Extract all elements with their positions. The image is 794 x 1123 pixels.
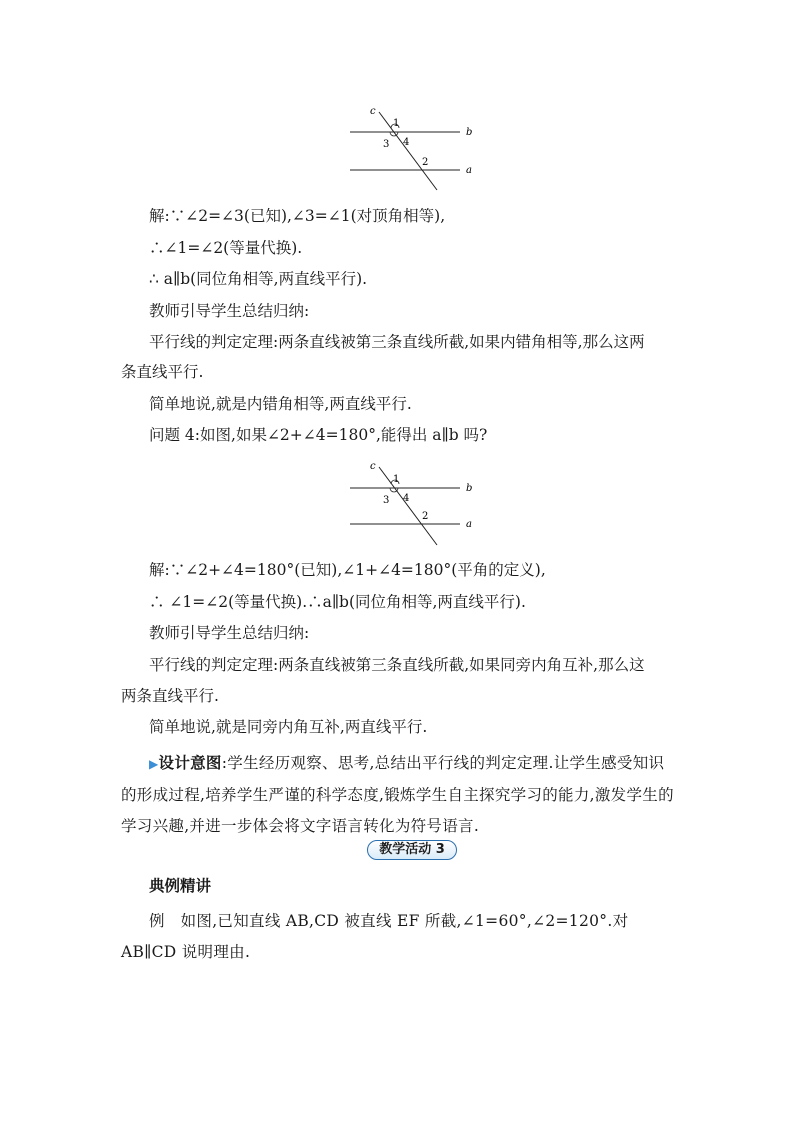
summary-intro: 教师引导学生总结归纳: [149, 302, 310, 320]
parallel-lines-figure-2 [345, 459, 480, 549]
theorem2-line-1: 平行线的判定定理:两条直线被第三条直线所截,如果同旁内角互补,那么这 [149, 656, 645, 674]
svg-text:3: 3 [383, 139, 390, 150]
svg-text:b: b [466, 127, 473, 138]
svg-text:a: a [466, 519, 472, 530]
svg-text:3: 3 [383, 495, 390, 506]
solution-line-3: ∴ a∥b(同位角相等,两直线平行). [149, 270, 368, 288]
svg-text:a: a [466, 165, 472, 176]
design-intent-paragraph [121, 748, 677, 842]
svg-text:1: 1 [393, 118, 400, 129]
theorem-line-2: 条直线平行. [121, 363, 204, 381]
svg-text:4: 4 [403, 137, 410, 148]
design-intent-label: 设计意图 [158, 754, 222, 772]
svg-text:b: b [466, 483, 473, 494]
solution2-line-1: 解:∵∠2+∠4=180°(已知),∠1+∠4=180°(平角的定义), [149, 561, 546, 579]
svg-text:2: 2 [422, 157, 429, 168]
design-intent-text: :学生经历观察、思考,总结出平行线的判定定理.让学生感受知识的形成过程,培养学生严谨的科学态度,锻炼学生自主探究学习的能力,激发学生的学习兴趣,并进一步体会将文字语言转化为符号语言. [121, 754, 674, 835]
simply-put-line-2: 简单地说,就是同旁内角互补,两直线平行. [149, 718, 428, 736]
svg-text:c: c [370, 106, 376, 117]
section-heading: 典例精讲 [149, 877, 212, 895]
svg-text:4: 4 [403, 493, 410, 504]
solution2-line-2: ∴ ∠1=∠2(等量代换).∴a∥b(同位角相等,两直线平行). [149, 593, 526, 611]
solution-line-2: ∴∠1=∠2(等量代换). [149, 239, 303, 257]
solution-line-1: 解:∵∠2=∠3(已知),∠3=∠1(对顶角相等), [149, 207, 446, 225]
summary-intro-2: 教师引导学生总结归纳: [149, 624, 310, 642]
svg-text:c: c [370, 461, 376, 472]
example-problem: 例 如图,已知直线 AB,CD 被直线 EF 所截,∠1=60°,∠2=120°.对 AB∥CD 说明理由. [121, 912, 629, 961]
theorem-line-1: 平行线的判定定理:两条直线被第三条直线所截,如果内错角相等,那么这两 [149, 333, 645, 351]
theorem2-line-2: 两条直线平行. [121, 687, 219, 705]
question-4: 问题 4:如图,如果∠2+∠4=180°,能得出 a∥b 吗? [149, 426, 488, 444]
simply-put-line: 简单地说,就是内错角相等,两直线平行. [149, 395, 412, 413]
triangle-marker-icon: ▶ [149, 757, 159, 771]
parallel-lines-figure-1 [345, 104, 480, 194]
svg-text:2: 2 [422, 511, 429, 522]
teaching-activity-badge: 教学活动 3 [367, 840, 457, 860]
svg-text:1: 1 [393, 474, 400, 485]
